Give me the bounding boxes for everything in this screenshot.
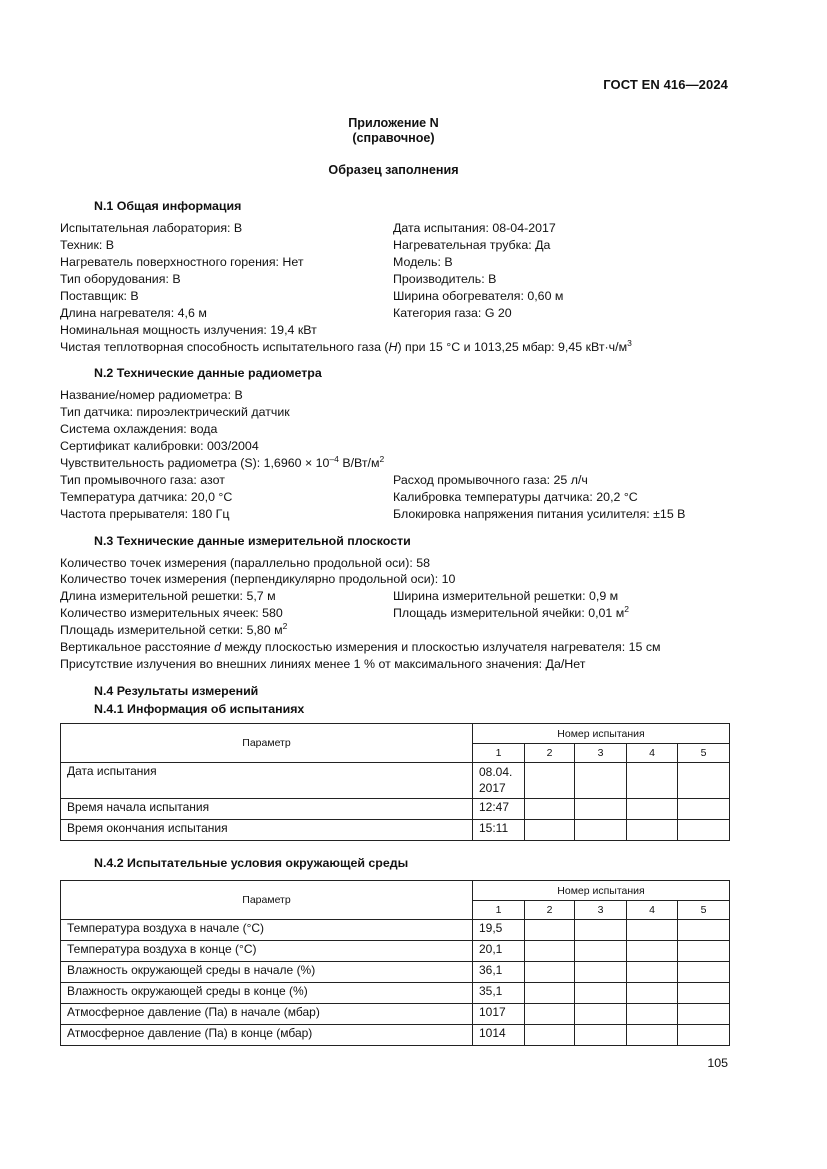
section-n4-heading: N.4 Результаты измерений [94, 684, 259, 698]
n2-row-left: Частота прерывателя: 180 Гц [60, 507, 230, 521]
column-header: 5 [678, 901, 730, 920]
annex-name: Образец заполнения [328, 163, 459, 177]
n3-vertical-distance: Вертикальное расстояние d между плоскостью измерения и плоскостью излучателя нагревателя: 15 см [60, 640, 661, 654]
param-cell: Температура воздуха в конце (°С) [61, 941, 473, 962]
param-cell: Влажность окружающей среды в конце (%) [61, 983, 473, 1004]
ambient-conditions-table [60, 880, 730, 1046]
value-cell: 19,5 [473, 920, 525, 941]
table-row [61, 920, 730, 941]
section-n3-heading: N.3 Технические данные измерительной плоскости [94, 534, 411, 548]
table-row [61, 1004, 730, 1025]
n1-row-right: Нагревательная трубка: Да [393, 238, 551, 252]
annex-type: (справочное) [352, 131, 435, 145]
n2-line: Сертификат калибровки: 003/2004 [60, 439, 259, 453]
param-cell: Атмосферное давление (Па) в начале (мбар) [61, 1004, 473, 1025]
section-n1-heading: N.1 Общая информация [94, 199, 242, 213]
n1-row-right: Производитель: B [393, 272, 497, 286]
n2-row-right: Расход промывочного газа: 25 л/ч [393, 473, 588, 487]
n2-row-left: Температура датчика: 20,0 °С [60, 490, 233, 504]
param-cell: Время начала испытания [61, 799, 473, 820]
table-row [61, 820, 730, 841]
section-n42-heading: N.4.2 Испытательные условия окружающей среды [94, 856, 409, 870]
value-cell: 35,1 [473, 983, 525, 1004]
table-row [61, 962, 730, 983]
table-row [61, 941, 730, 962]
value-cell: 1017 [473, 1004, 525, 1025]
n2-line: Тип датчика: пироэлектрический датчик [60, 405, 290, 419]
n3-line: Количество точек измерения (параллельно продольной оси): 58 [60, 556, 431, 570]
section-n2-heading: N.2 Технические данные радиометра [94, 366, 322, 380]
n3-row-right: Ширина измерительной решетки: 0,9 м [393, 589, 619, 603]
n2-row-right: Калибровка температуры датчика: 20,2 °С [393, 490, 638, 504]
column-header: 3 [575, 901, 627, 920]
column-header: 2 [525, 901, 575, 920]
n1-row-right: Модель: B [393, 255, 453, 269]
n3-presence: Присутствие излучения во внешних линиях менее 1 % от максимального значения: Да/Нет [60, 657, 586, 671]
n3-cell-area: Площадь измерительной ячейки: 0,01 $м^2$ [393, 603, 630, 620]
column-header: 1 [473, 744, 525, 763]
param-cell: Время окончания испытания [61, 820, 473, 841]
param-cell: Атмосферное давление (Па) в конце (мбар) [61, 1025, 473, 1046]
param-cell: Температура воздуха в начале (°С) [61, 920, 473, 941]
n1-row-right: Ширина обогревателя: 0,60 м [393, 289, 564, 303]
n1-row-left: Техник: B [60, 238, 115, 252]
table-row [61, 763, 730, 799]
n1-row-left: Поставщик: B [60, 289, 139, 303]
n3-grid-area: Площадь измерительной сетки: 5,80 $м^2$ [60, 620, 288, 637]
value-cell: 12:47 [473, 799, 525, 820]
table-row [61, 799, 730, 820]
n3-row-left: Длина измерительной решетки: 5,7 м [60, 589, 276, 603]
n3-line: Количество точек измерения (перпендикулярно продольной оси): 10 [60, 572, 456, 586]
n2-line: Название/номер радиометра: B [60, 388, 243, 402]
param-cell: Влажность окружающей среды в начале (%) [61, 962, 473, 983]
value-cell: 08.04. 2017 [473, 763, 525, 799]
column-header: 1 [473, 901, 525, 920]
n1-row-right: Категория газа: G 20 [393, 306, 512, 320]
param-header: Параметр [61, 724, 473, 763]
n1-row-left: Тип оборудования: B [60, 272, 181, 286]
n1-row-left: Нагреватель поверхностного горения: Нет [60, 255, 304, 269]
n2-row-right: Блокировка напряжения питания усилителя: ±15 В [393, 507, 686, 521]
standard-header: ГОСТ EN 416—2024 [603, 77, 728, 92]
value-cell: 1014 [473, 1025, 525, 1046]
n2-line: Система охлаждения: вода [60, 422, 218, 436]
section-n41-heading: N.4.1 Информация об испытаниях [94, 702, 305, 716]
column-header: 4 [627, 744, 678, 763]
page-number: 105 [707, 1056, 728, 1070]
test-info-table [60, 723, 730, 841]
n1-calorific-value: Чистая теплотворная способность испытательного газа (H) при 15 °С и 1013,25 мбар: 9,45 $кВт\cdot ч/м^3$ [60, 337, 632, 354]
column-header: 2 [525, 744, 575, 763]
column-header: 3 [575, 744, 627, 763]
n1-power: Номинальная мощность излучения: 19,4 кВт [60, 323, 317, 337]
n1-row-left: Испытательная лаборатория: B [60, 221, 243, 235]
table-row [61, 1025, 730, 1046]
value-cell: 15:11 [473, 820, 525, 841]
test-number-header: Номер испытания [473, 881, 730, 901]
column-header: 4 [627, 901, 678, 920]
n3-row-left: Количество измерительных ячеек: 580 [60, 606, 283, 620]
value-cell: 20,1 [473, 941, 525, 962]
param-header: Параметр [61, 881, 473, 920]
n2-sensitivity: Чувствительность радиометра (S): $1,6960 \times 10^{-4}$ $В/Вт/м^2$ [60, 453, 385, 470]
n1-row-left: Длина нагревателя: 4,6 м [60, 306, 207, 320]
test-number-header: Номер испытания [473, 724, 730, 744]
annex-title: Приложение N [348, 116, 439, 130]
n2-row-left: Тип промывочного газа: азот [60, 473, 225, 487]
table-row [61, 983, 730, 1004]
column-header: 5 [678, 744, 730, 763]
n1-row-right: Дата испытания: 08-04-2017 [393, 221, 556, 235]
value-cell: 36,1 [473, 962, 525, 983]
param-cell: Дата испытания [61, 763, 473, 799]
